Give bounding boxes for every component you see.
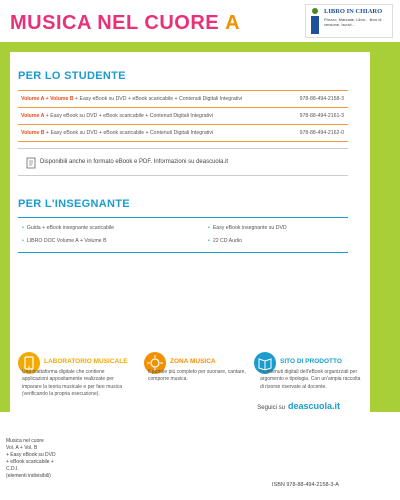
info-icon: [309, 8, 320, 34]
badge-text: Prezzo, Manuale, Libro... libro di versione, Iscrivi...: [324, 17, 382, 27]
content-panel: [10, 52, 370, 412]
libro-in-chiaro-badge: [305, 4, 393, 38]
feature-text: Una piattaforma digitale che contiene applicazioni appositamente realizzate per imparare la teoria musicale e per fare musica (verificando la propria esecuzione).: [22, 369, 123, 398]
table-row: Volume A + Easy eBook su DVD + eBook scaricabile + Contenuti Digitali Integrativi 978-88-494-2161-3: [18, 108, 348, 125]
isbn-label: ISBN 978-88-494-2158-3-A: [272, 482, 339, 488]
table-row: Volume B + Easy eBook su DVD + eBook scaricabile + Contenuti Digitali Integrativi 978-88-494-2162-0: [18, 125, 348, 142]
list-item: • LIBRO DOC Volume A + Volume B: [22, 238, 107, 244]
table-row: Volume A + Volume B + Easy eBook su DVD + eBook scaricabile + Contenuti Digitali Integrativi 978-88-494-2158-3: [18, 91, 348, 108]
follow-us: Seguici su deascuola.it: [257, 401, 340, 411]
header: [0, 0, 400, 42]
student-table: [18, 90, 348, 142]
book-title: MUSICA NEL CUORE A: [10, 12, 241, 34]
feature-title: ZONA MUSICA: [170, 358, 216, 365]
teacher-list: [18, 217, 348, 253]
student-heading: PER LO STUDENTE: [18, 70, 126, 82]
availability-note: [18, 148, 348, 176]
feature-text: I contenuti digitali dell'eBook organizzati per argomento e tipologia. Con un'ampia raccolta di risorse riservate al docente.: [260, 369, 361, 390]
teacher-heading: PER L'INSEGNANTE: [18, 198, 130, 210]
green-frame: [0, 42, 400, 412]
feature-title: SITO DI PRODOTTO: [280, 358, 342, 365]
list-item: • Guida + eBook insegnante scaricabile: [22, 225, 114, 231]
feature-text: Il portale più completo per suonare, cantare, comporre musica.: [148, 369, 246, 383]
feature-title: LABORATORIO MUSICALE: [44, 358, 128, 365]
list-item: • Easy eBook insegnante su DVD: [208, 225, 287, 231]
edition-info: Musica nel cuore Vol. A + Vol. B + Easy eBook su DVD + eBook scaricabile + C.D.I. (elementi indivisibili): [6, 438, 56, 479]
list-item: • 22 CD Audio: [208, 238, 242, 244]
document-icon: [26, 157, 36, 169]
note-text: Disponibili anche in formato eBook e PDF. Informazioni su deascuola.it: [40, 159, 229, 165]
site-link[interactable]: deascuola.it: [287, 401, 340, 411]
badge-title: LIBRO IN CHIARO: [324, 8, 383, 15]
